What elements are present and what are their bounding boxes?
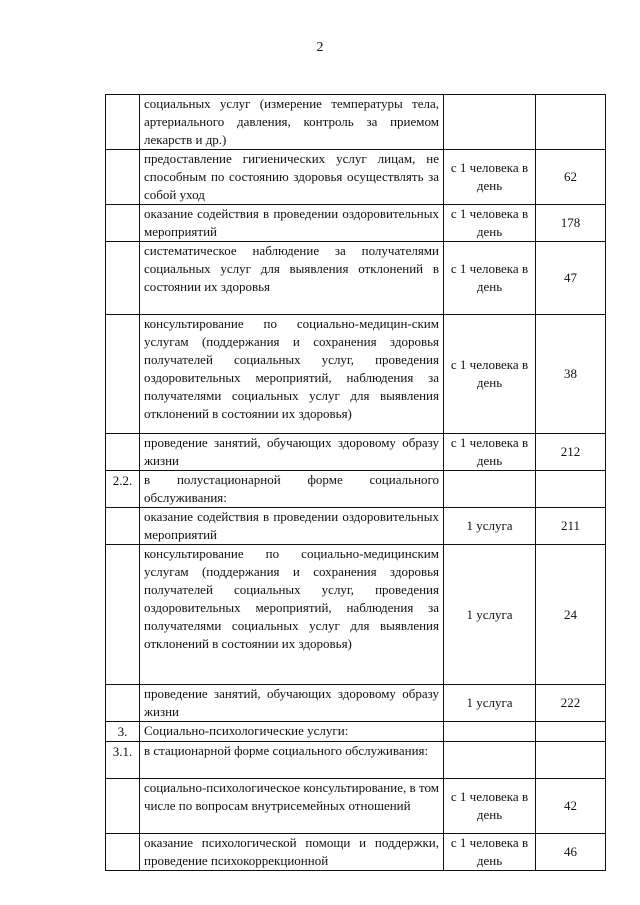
table-row (106, 508, 606, 545)
unit-of-measure: с 1 человека в день (444, 315, 536, 434)
unit-of-measure: 1 услуга (444, 685, 536, 722)
table-row (106, 434, 606, 471)
table-row (106, 242, 606, 315)
table-row (106, 95, 606, 150)
tariff-value: 24 (536, 545, 606, 685)
unit-of-measure (444, 722, 536, 742)
unit-of-measure: с 1 человека в день (444, 834, 536, 871)
service-description: консультирование по социально-медицинским услугам (поддержания и сохранения здоровья получателей социальных услуг, проведения оздоровительных мероприятий, наблюдения за получателями социальных услуг для выявления отклонений в состоянии их здоровья) (140, 545, 444, 685)
service-description: социально-психологическое консультирование, в том числе по вопросам внутрисемейных отношений (140, 779, 444, 834)
tariff-value: 62 (536, 150, 606, 205)
row-number (106, 150, 140, 205)
tariff-value (536, 471, 606, 508)
unit-of-measure (444, 742, 536, 779)
unit-of-measure: с 1 человека в день (444, 779, 536, 834)
unit-of-measure: 1 услуга (444, 508, 536, 545)
tariff-value: 178 (536, 205, 606, 242)
table-row (106, 834, 606, 871)
row-number: 2.2. (106, 471, 140, 508)
service-description: систематическое наблюдение за получателями социальных услуг для выявления отклонений в состоянии их здоровья (140, 242, 444, 315)
service-description: консультирование по социально-медицин-ским услугам (поддержания и сохранения здоровья получателей социальных услуг, проведения оздоровительных мероприятий, наблюдения за получателями социальных услуг для выявления отклонений в состоянии их здоровья) (140, 315, 444, 434)
service-description: оказание содействия в проведении оздоровительных мероприятий (140, 205, 444, 242)
tariff-value (536, 722, 606, 742)
service-description: оказание психологической помощи и поддержки, проведение психокоррекционной (140, 834, 444, 871)
row-number (106, 545, 140, 685)
services-table (105, 94, 606, 871)
service-description: оказание содействия в проведении оздоровительных мероприятий (140, 508, 444, 545)
tariff-value (536, 95, 606, 150)
table-row (106, 545, 606, 685)
unit-of-measure: с 1 человека в день (444, 242, 536, 315)
tariff-value: 38 (536, 315, 606, 434)
service-description: проведение занятий, обучающих здоровому образу жизни (140, 685, 444, 722)
row-number (106, 779, 140, 834)
unit-of-measure (444, 471, 536, 508)
tariff-value: 211 (536, 508, 606, 545)
unit-of-measure: с 1 человека в день (444, 434, 536, 471)
row-number (106, 834, 140, 871)
service-description: социальных услуг (измерение температуры тела, артериального давления, контроль за приемом лекарств и др.) (140, 95, 444, 150)
unit-of-measure: с 1 человека в день (444, 205, 536, 242)
unit-of-measure: с 1 человека в день (444, 150, 536, 205)
row-number: 3.1. (106, 742, 140, 779)
row-number (106, 315, 140, 434)
service-description: проведение занятий, обучающих здоровому образу жизни (140, 434, 444, 471)
table-row (106, 315, 606, 434)
row-number (106, 95, 140, 150)
row-number (106, 434, 140, 471)
table-row (106, 685, 606, 722)
row-number (106, 685, 140, 722)
table-row (106, 742, 606, 779)
service-description: предоставление гигиенических услуг лицам, не способным по состоянию здоровья осуществлять за собой уход (140, 150, 444, 205)
tariff-value: 46 (536, 834, 606, 871)
service-description: в стационарной форме социального обслуживания: (140, 742, 444, 779)
row-number (106, 205, 140, 242)
table-row (106, 779, 606, 834)
page-number: 2 (316, 40, 324, 55)
table-row (106, 722, 606, 742)
tariff-value: 42 (536, 779, 606, 834)
table-row (106, 205, 606, 242)
tariff-value: 212 (536, 434, 606, 471)
service-description: Социально-психологические услуги: (140, 722, 444, 742)
row-number: 3. (106, 722, 140, 742)
row-number (106, 508, 140, 545)
tariff-value: 47 (536, 242, 606, 315)
row-number (106, 242, 140, 315)
service-description: в полустационарной форме социального обслуживания: (140, 471, 444, 508)
table-row (106, 471, 606, 508)
table-row (106, 150, 606, 205)
unit-of-measure (444, 95, 536, 150)
tariff-value (536, 742, 606, 779)
tariff-value: 222 (536, 685, 606, 722)
unit-of-measure: 1 услуга (444, 545, 536, 685)
